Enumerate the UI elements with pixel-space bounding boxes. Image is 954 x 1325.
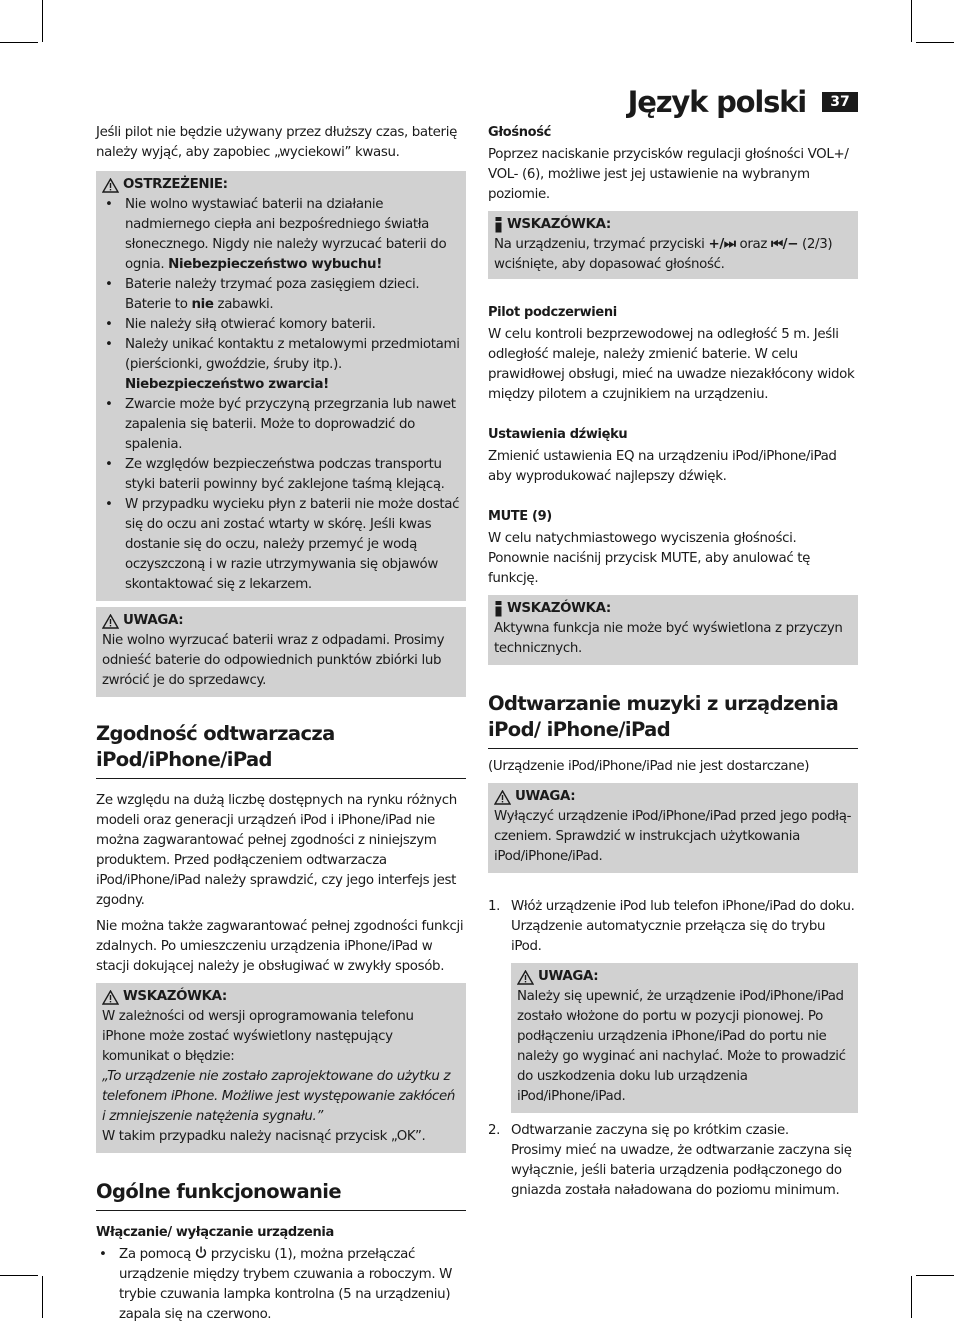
page-title: Język polski [627,85,806,119]
ir-text: W celu kontroli bezprzewodowej na odległość 5 m. Jeśli odległość maleje, należy zmienić baterie. W celu prawidłowej obsługi, mieć na uwadze niezakłócony widok między pilotem a czujnikiem na urządzeniu. [488,327,855,402]
hint-text: W takim przypadku należy nacisnąć przycisk „OK”. [102,1129,426,1144]
crop-mark [916,1275,954,1276]
caution-title: UWAGA: [102,611,460,631]
power-list [96,1245,466,1325]
section-heading-playback: Odtwarzanie muzyki z urządzenia iPod/ iPhone/iPad [488,691,858,749]
list-item: 2. Odtwarzanie zaczyna się po krótkim czasie. Prosimy mieć na uwadze, że odtwarzanie zaczyna się wyłącznie, jeśli bateria urządzenia podłączonego do gniazda została naładowana do poziomu minimum. [488,1123,852,1198]
warning-box [96,171,466,601]
subheading-ir: Pilot podczerwieni [488,305,617,320]
subheading-volume: Głośność [488,125,551,140]
warning-triangle-icon [494,790,511,805]
crop-mark [0,1275,38,1276]
warning-title: OSTRZEŻENIE: [102,175,460,195]
compat-paragraph-1: Ze względu na dużą liczbę dostępnych na rynku różnych modeli oraz generacji urządzeń iPod i iPhone/iPad nie można zagwarantować pełnej zgodności z niniejszym produktem. Przed podłączeniem odtwarzacza iPod/iPhone/iPad należy sprawdzić, czy jego interfejs jest zgodny. [96,793,457,908]
caution-text: Nie wolno wyrzucać baterii wraz z odpadami. Prosimy odnieść baterie do odpowiednich punktów zbiórki lub zwrócić je do sprzedawcy. [102,633,445,688]
warning-triangle-icon [102,614,119,629]
list-item: • Nie należy siłą otwierać komory baterii. [102,315,460,335]
list-item: • Baterie należy trzymać poza zasięgiem dzieci. Baterie to nie zabawki. [102,275,460,315]
info-icon [494,601,503,617]
info-icon [494,217,503,233]
warning-triangle-icon [102,178,119,193]
caution-text: Należy się upewnić, że urządzenie iPod/iPhone/iPad zostało włożone do portu w pozycji pionowej. Po podłączeniu urządzenia iPhone/iPad do portu nie należy go wyginać ani nachylać. Może to prowadzić do uszkodzenia doku lub urządzenia iPod/iPhone/iPad. [517,989,846,1104]
crop-mark [911,1276,912,1318]
caution-box [488,783,858,873]
right-column [488,123,858,1201]
list-item: • Za pomocą przycisku (1), można przełączać urządzenie między trybem czuwania a roboczym. W trybie czuwania lampka kontrolna (5 na urządzeniu) zapala się na czerwono. [96,1245,466,1325]
warning-triangle-icon [517,970,534,985]
subheading-power: Włączanie/ wyłączanie urządzenia [96,1225,334,1240]
hint-title: WSKAZÓWKA: [102,987,460,1007]
battery-intro: Jeśli pilot nie będzie używany przez dłuższy czas, baterię należy wyjąć, aby zapobiec „wyciekowi” kwasu. [96,125,457,160]
page-header [628,84,858,120]
list-item: • Należy unikać kontaktu z metalowymi przedmiotami (pierścionki, gwoździe, śruby itp.). Niebezpieczeństwo zwarcia! [102,335,460,395]
crop-mark [916,42,954,43]
sound-text: Zmienić ustawienia EQ na urządzeniu iPod/iPhone/iPad aby wyprodukować najlepszy dźwięk. [488,449,837,484]
subheading-sound: Ustawienia dźwięku [488,427,628,442]
caution-title: UWAGA: [494,787,852,807]
warning-list [102,195,460,595]
error-message: „To urządzenie nie zostało zaprojektowane do użytku z telefonem iPhone. Możliwe jest występowanie zakłóceń i zmniejszenie natężenia sygnału.” [102,1069,456,1124]
compat-paragraph-2: Nie można także zagwarantować pełnej zgodności funkcji zdalnych. Po umieszczeniu urządzenia iPhone/iPad w stacji dokującej należy je obsługiwać w zwykły sposób. [96,919,464,974]
hint-text: W zależności od wersji oprogramowania telefonu iPhone może zostać wyświetlony następujący komunikat o błędzie: [102,1009,414,1064]
power-icon [195,1246,207,1259]
playback-steps [488,897,858,1201]
section-heading-general: Ogólne funkcjonowanie [96,1179,466,1211]
crop-mark [0,42,38,43]
hint-box [488,595,858,665]
hint-box [488,211,858,279]
page-number: 37 [822,92,858,112]
plus-skip-forward-icon: +/⏭ [708,237,736,252]
hint-title: WSKAZÓWKA: [494,599,852,619]
playback-note: (Urządzenie iPod/iPhone/iPad nie jest dostarczane) [488,759,810,774]
crop-mark [42,0,43,42]
hint-title: WSKAZÓWKA: [494,215,852,235]
warning-triangle-icon [102,990,119,1005]
mute-text: W celu natychmiastowego wyciszenia głośności. Ponownie naciśnij przycisk MUTE, aby anulować tę funkcję. [488,531,811,586]
volume-text: Poprzez naciskanie przycisków regulacji głośności VOL+/ VOL- (6), możliwe jest jej ustawienie na wybranym poziomie. [488,147,849,202]
hint-text: Aktywna funkcja nie może być wyświetlona z przyczyn technicznych. [494,621,843,656]
list-item: • Nie wolno wystawiać baterii na działanie nadmiernego ciepła ani bezpośredniego światła słonecznego. Nigdy nie należy wyrzucać baterii do ognia. Niebezpieczeństwo wybuchu! [102,195,460,275]
subheading-mute: MUTE (9) [488,509,552,524]
left-column [96,123,466,1325]
section-heading-compat: Zgodność odtwarzacza iPod/iPhone/iPad [96,721,466,779]
caution-box [511,963,858,1113]
crop-mark [42,1276,43,1318]
caution-text: Wyłączyć urządzenie iPod/iPhone/iPad przed jego podłączeniem. Sprawdzić w instrukcjach użytkowania iPod/iPhone/iPad. [494,809,852,864]
crop-mark [911,0,912,42]
caution-box [96,607,466,697]
list-item: • Ze względów bezpieczeństwa podczas transportu styki baterii powinny być zaklejone taśmą klejącą. [102,455,460,495]
list-item: 1. Włóż urządzenie iPod lub telefon iPhone/iPad do doku. Urządzenie automatycznie przełącza się do trybu iPod. UWAGA: Należy się upewnić, że urządzenie iPod/iPhone/iPad zostało włożone do portu w pozycji pionowej. Po podłączeniu urządzenia iPhone/iPad do portu nie należy go wyginać ani nachylać. Może to prowadzić do uszkodzenia doku lub urządzenia iPod/iPhone/iPad. [488,897,858,1113]
hint-box [96,983,466,1153]
list-item: • Zwarcie może być przyczyną przegrzania lub nawet zapalenia się baterii. Może to doprowadzić do spalenia. [102,395,460,455]
list-item: • W przypadku wycieku płyn z baterii nie może dostać się do oczu ani zostać wtarty w skórę. Jeśli kwas dostanie się do oczu, należy przemyć je wodą oczyszczoną i w razie utrzymywania się objawów skontaktować się z lekarzem. [102,495,460,595]
skip-back-minus-icon: ⏮/− [770,237,799,252]
caution-title: UWAGA: [517,967,852,987]
hint-text: Na urządzeniu, trzymać przyciski +/⏭ oraz ⏮/− (2/3) wciśnięte, aby dopasować głośność. [494,237,833,272]
